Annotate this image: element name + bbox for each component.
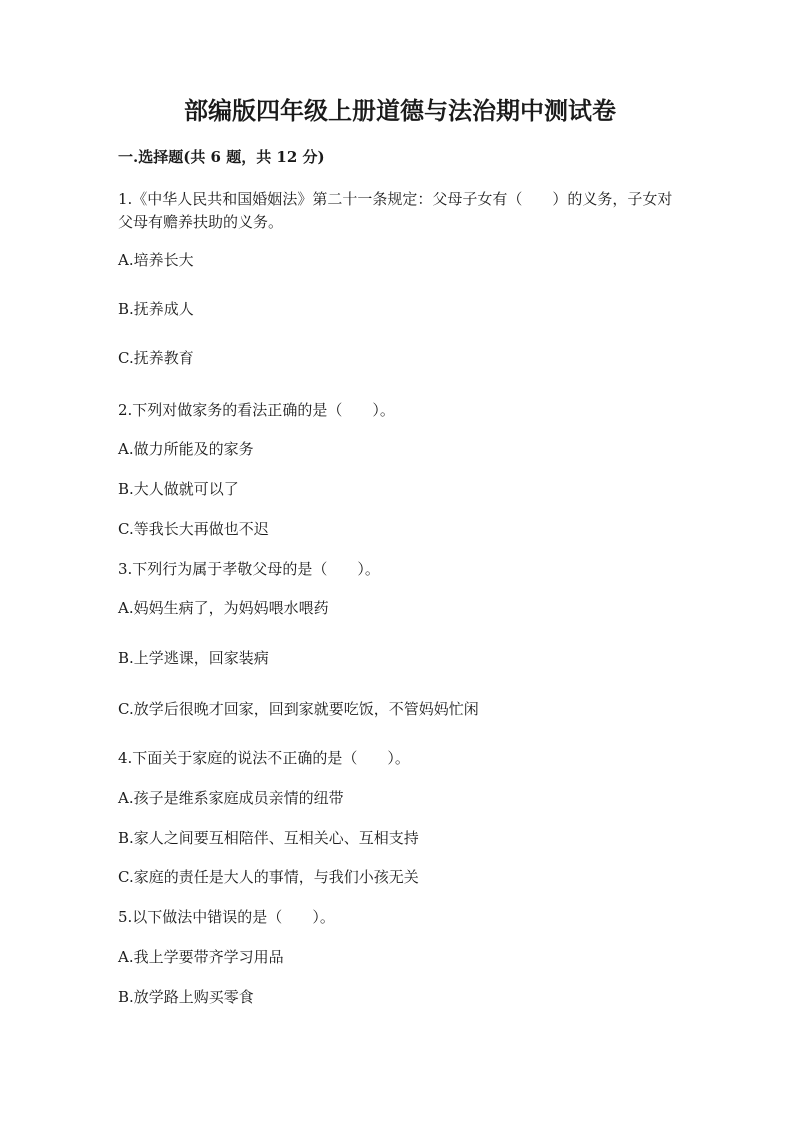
page-title: 部编版四年级上册道德与法治期中测试卷 (184, 96, 616, 125)
question-1-option-b: B.抚养成人 (118, 300, 194, 318)
question-2-option-b: B.大人做就可以了 (118, 480, 239, 498)
question-1-option-a: A.培养长大 (118, 251, 194, 269)
question-5-option-b: B.放学路上购买零食 (118, 988, 254, 1006)
question-3-stem: 3.下列行为属于孝敬父母的是（ ）。 (118, 560, 380, 578)
question-1-option-c: C.抚养教育 (118, 349, 194, 367)
question-5-stem: 5.以下做法中错误的是（ ）。 (118, 908, 335, 926)
question-4-option-a: A.孩子是维系家庭成员亲情的纽带 (118, 789, 344, 807)
question-2-stem: 2.下列对做家务的看法正确的是（ ）。 (118, 401, 395, 419)
question-2-option-c: C.等我长大再做也不迟 (118, 520, 269, 538)
question-3-option-b: B.上学逃课，回家装病 (118, 649, 269, 667)
question-3-option-c: C.放学后很晚才回家，回到家就要吃饭，不管妈妈忙闲 (118, 700, 479, 718)
question-3-option-a: A.妈妈生病了，为妈妈喂水喂药 (118, 599, 329, 617)
section-heading: 一.选择题(共 6 题，共 12 分) (118, 148, 325, 166)
question-1-stem: 1.《中华人民共和国婚姻法》第二十一条规定：父母子女有（ ）的义务，子女对父母有赡养扶助的义务。 (118, 190, 673, 231)
question-4-stem: 4.下面关于家庭的说法不正确的是（ ）。 (118, 749, 410, 767)
question-4-option-b: B.家人之间要互相陪伴、互相关心、互相支持 (118, 829, 419, 847)
question-4-option-c: C.家庭的责任是大人的事情，与我们小孩无关 (118, 868, 419, 886)
question-5-option-a: A.我上学要带齐学习用品 (118, 948, 284, 966)
question-2-option-a: A.做力所能及的家务 (118, 440, 254, 458)
